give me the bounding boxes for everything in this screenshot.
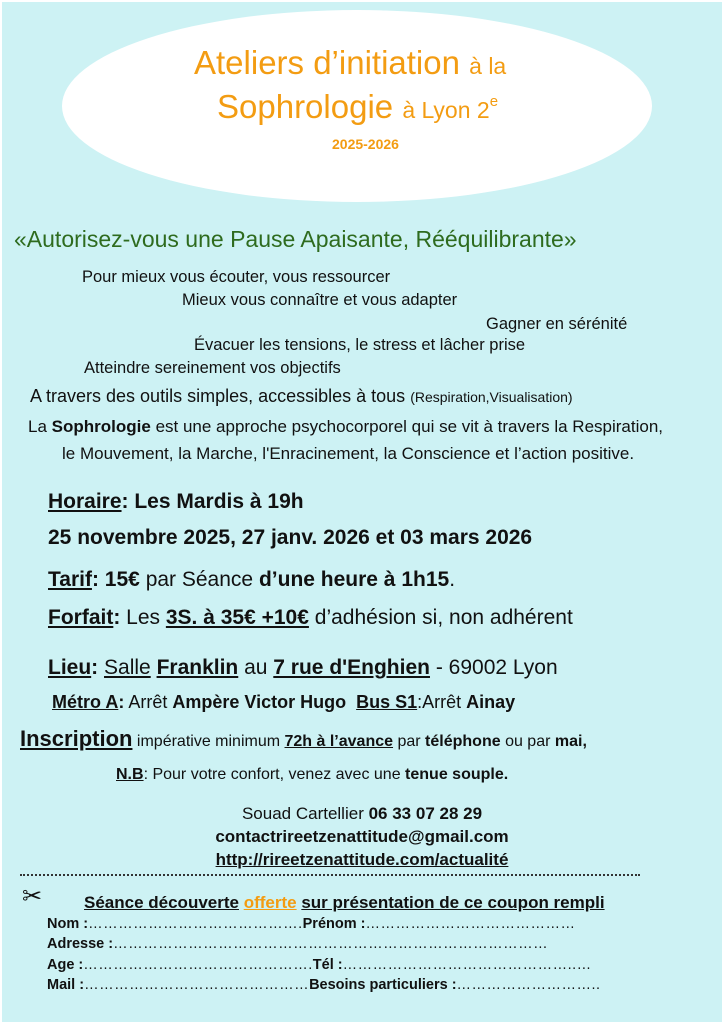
prenom-label: Prénom : [302, 916, 366, 932]
benefit-5: Atteindre sereinement vos objectifs [84, 359, 341, 377]
lieu-salle-name: Franklin [156, 656, 239, 679]
tarif-colon: : [91, 568, 99, 591]
nb-text: : Pour votre confort, venez avec une [143, 766, 401, 783]
benefit-3: Gagner en sérénité [486, 315, 628, 333]
tools-paren: (Respiration,Visualisation) [410, 389, 573, 405]
prenom-field[interactable]: …………………………………… [365, 916, 576, 932]
tarif-duration: d’une heure à 1h15 [258, 568, 450, 591]
title-main-1: Ateliers d’initiation [194, 44, 460, 81]
schedule-label: Horaire [48, 490, 122, 513]
contact-name: Souad Cartellier [241, 804, 364, 823]
lieu-city: - 69002 Lyon [435, 656, 558, 679]
mail-label: Mail : [47, 977, 85, 993]
tools-line [30, 386, 573, 407]
coupon-t1: Séance découverte [84, 893, 239, 912]
metro-label: Métro A [52, 692, 119, 712]
forfait-post: d’adhésion si, non adhérent [314, 606, 573, 629]
title-line-2 [217, 88, 498, 126]
inscription-delay: 72h à l’avance [284, 733, 394, 750]
adresse-field[interactable]: …………………………………………………………………………… [113, 936, 549, 952]
tarif-end: . [449, 568, 456, 591]
contact-website-link[interactable]: http://rireetzenattitude.com/actualité [215, 850, 509, 869]
lieu-colon: : [91, 656, 99, 679]
nb-strong: tenue souple. [405, 766, 509, 783]
forfait-colon: : [113, 606, 121, 629]
description-line-1 [28, 417, 663, 437]
tarif-price: 15€ [104, 568, 140, 591]
metro-stop: Ampère Victor Hugo [172, 692, 347, 712]
inscription-label: Inscription [20, 726, 133, 751]
season-year: 2025-2026 [332, 136, 399, 152]
tarif-mid: par Séance [145, 568, 254, 591]
form-row-mail [47, 977, 601, 993]
inscription-t1: impérative minimum [136, 733, 281, 750]
transport-line [52, 692, 515, 713]
metro-arret: Arrêt [128, 692, 168, 712]
age-label: Age : [47, 957, 84, 973]
desc-word: Sophrologie [51, 417, 151, 436]
lieu-line [48, 656, 558, 680]
nom-field[interactable]: ……………………………………. [88, 916, 303, 932]
forfait-pre: Les [126, 606, 161, 629]
forfait-line [48, 606, 573, 630]
coupon-title [84, 893, 605, 913]
desc-rest: est une approche psychocorporel qui se vit à travers la Respiration, [155, 417, 663, 436]
nb-line [116, 766, 508, 784]
schedule-dates: 25 novembre 2025, 27 janv. 2026 et 03 mars 2026 [48, 526, 533, 549]
besoins-label: Besoins particuliers : [309, 977, 457, 993]
title-sup: e [489, 93, 499, 110]
nb-label: N.B [116, 766, 144, 783]
lieu-salle: Salle [104, 656, 151, 679]
schedule-line [48, 490, 304, 514]
title-main-2: Sophrologie [217, 88, 394, 125]
mail-field[interactable]: ……………………………………… [84, 977, 310, 993]
cut-line [20, 874, 640, 876]
metro-colon: : [118, 692, 125, 712]
tagline: «Autorisez-vous une Pause Apaisante, Rééquilibrante» [14, 226, 577, 252]
tarif-line [48, 568, 455, 592]
form-row-nom [47, 916, 575, 932]
benefit-1: Pour mieux vous écouter, vous ressourcer [82, 268, 391, 286]
nom-label: Nom : [47, 916, 89, 932]
tools-main: A travers des outils simples, accessibles à tous [30, 386, 406, 406]
title-small-2: à Lyon 2 [402, 97, 490, 123]
lieu-address: 7 rue d'Enghien [273, 656, 430, 679]
benefit-2: Mieux vous connaître et vous adapter [182, 291, 458, 309]
coupon-offer: offerte [243, 893, 297, 912]
benefit-4: Évacuer les tensions, le stress et lâcher prise [194, 336, 526, 354]
contact-phone: 06 33 07 28 29 [368, 804, 483, 823]
lieu-label: Lieu [48, 656, 92, 679]
schedule-value: : Les Mardis à 19h [121, 490, 304, 513]
inscription-t3: ou par [505, 733, 551, 750]
bus-arret: :Arrêt [417, 692, 462, 712]
inscription-phone: téléphone [425, 733, 501, 750]
form-row-age [47, 957, 592, 973]
forfait-label: Forfait [48, 606, 114, 629]
inscription-line [20, 726, 587, 752]
coupon-t2: sur présentation de ce coupon rempli [301, 893, 605, 912]
lieu-au: au [244, 656, 268, 679]
age-field[interactable]: ………………………………………. [83, 957, 313, 973]
bus-label: Bus S1 [356, 692, 418, 712]
adresse-label: Adresse : [47, 936, 114, 952]
besoins-field[interactable]: ……………………….. [456, 977, 601, 993]
scissors-icon: ✂ [22, 883, 43, 910]
title-small-1: à la [469, 53, 507, 79]
tel-field[interactable]: ………………………………………..… [342, 957, 592, 973]
tel-label: Tél : [312, 957, 343, 973]
description-line-2: le Mouvement, la Marche, l'Enracinement, la Conscience et l’action positive. [62, 444, 635, 463]
title-line-1 [194, 44, 506, 82]
tarif-label: Tarif [48, 568, 92, 591]
form-row-adresse [47, 936, 548, 952]
inscription-t2: par [397, 733, 421, 750]
forfait-offer: 3S. à 35€ +10€ [165, 606, 309, 629]
contact-email[interactable]: contactrireetzenattitude@gmail.com [215, 827, 509, 846]
contact-name-phone [2, 804, 722, 824]
bus-stop: Ainay [466, 692, 516, 712]
desc-pre: La [28, 417, 47, 436]
flyer-page [2, 2, 722, 1022]
inscription-mail: mai, [554, 733, 587, 750]
